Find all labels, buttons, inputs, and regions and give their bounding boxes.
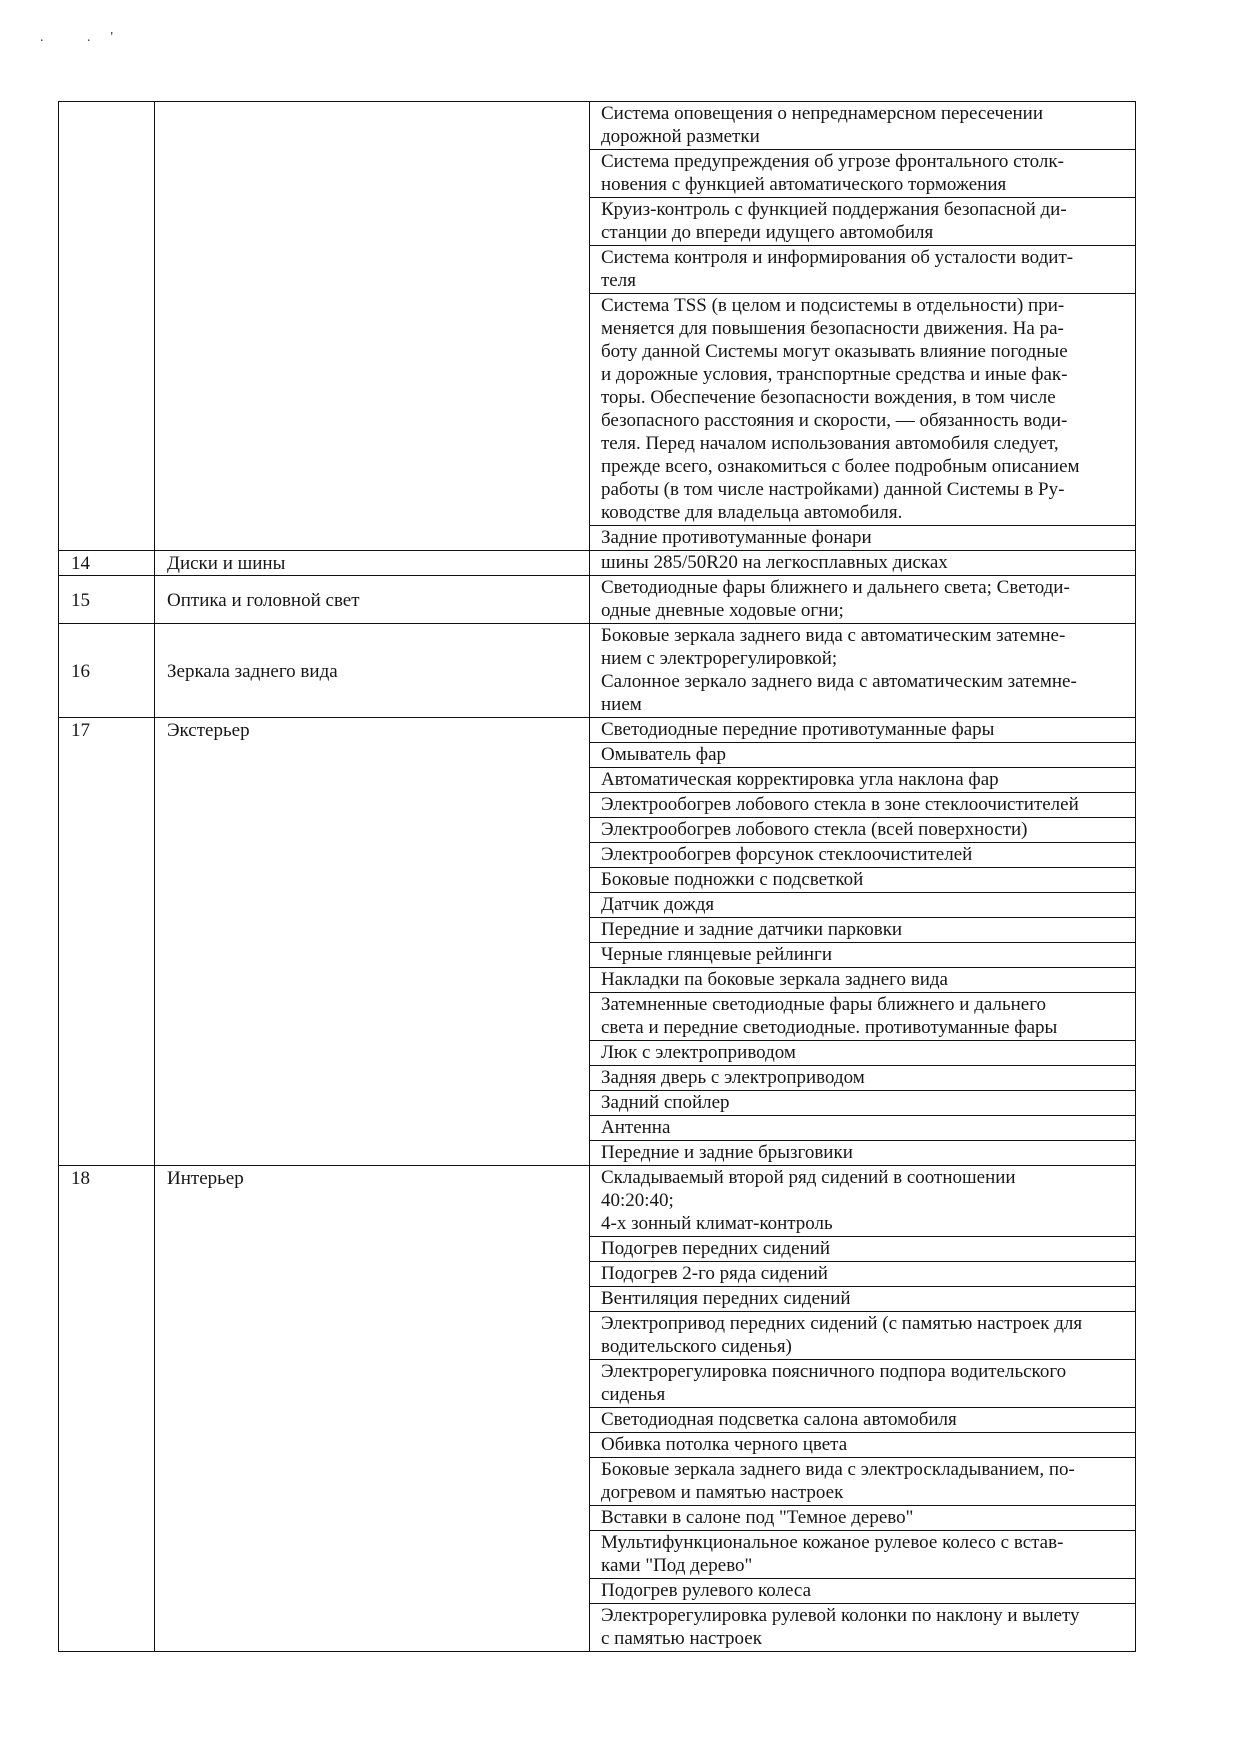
feature-item [590, 198, 1135, 246]
feature-text-line: Задние противотуманные фонари [601, 527, 872, 548]
category-cell: Экстерьер [155, 718, 590, 1166]
features-cell [590, 718, 1136, 1166]
row-number: 17 [59, 718, 155, 1166]
table-row [59, 102, 1136, 551]
feature-item [590, 294, 1135, 526]
feature-text-line: Боковые зеркала заднего вида с автоматическим затемне- [601, 625, 1066, 646]
feature-text-line: Омыватель фар [601, 744, 727, 765]
feature-text-line: Система оповещения о непреднамерсном пересечении [601, 103, 1044, 124]
feature-item [590, 102, 1135, 150]
feature-text-line: торы. Обеспечение безопасности вождения, в том числе [601, 387, 1056, 408]
feature-item [590, 818, 1135, 843]
feature-text-line: и дорожные условия, транспортные средства и иные фак- [601, 364, 1068, 385]
feature-text-line: новения с функцией автоматического торможения [601, 174, 1007, 195]
feature-text-line: шины 285/50R20 на легкосплавных дисках [601, 552, 948, 573]
feature-text-line: Электропривод передних сидений (с памятью настроек для [601, 1313, 1083, 1334]
feature-item [590, 993, 1135, 1041]
feature-text-line: нием с электрорегулировкой; [601, 648, 838, 669]
feature-item [590, 576, 1135, 623]
feature-item [590, 1604, 1135, 1651]
feature-text-line: догревом и памятью настроек [601, 1482, 844, 1503]
feature-text-line: боту данной Системы могут оказывать влияние погодные [601, 341, 1068, 362]
feature-item [590, 718, 1135, 743]
feature-item [590, 526, 1135, 550]
feature-text-line: Передние и задние датчики парковки [601, 919, 903, 940]
feature-text-line: света и передние светодиодные. противотуманные фары [601, 1017, 1058, 1038]
feature-item [590, 968, 1135, 993]
category-cell: Оптика и головной свет [155, 576, 590, 624]
feature-text-line: Светодиодная подсветка салона автомобиля [601, 1409, 957, 1430]
feature-item [590, 1262, 1135, 1287]
features-cell [590, 551, 1136, 576]
feature-text-line: станции до впереди идущего автомобиля [601, 222, 934, 243]
feature-text-line: Затемненные светодиодные фары ближнего и дальнего [601, 994, 1047, 1015]
feature-text-line: Подогрев 2-го ряда сидений [601, 1263, 828, 1284]
feature-text-line: Светодиодные фары ближнего и дальнего света; Светоди- [601, 577, 1070, 598]
feature-item [590, 1116, 1135, 1141]
feature-text-line: Электрорегулировка рулевой колонки по наклону и вылету [601, 1605, 1080, 1626]
feature-text-line: дорожной разметки [601, 126, 760, 147]
feature-item [590, 768, 1135, 793]
feature-text-line: Накладки па боковые зеркала заднего вида [601, 969, 948, 990]
feature-text-line: Антенна [601, 1117, 671, 1138]
feature-text-line: Салонное зеркало заднего вида с автоматическим затемне- [601, 671, 1077, 692]
feature-text-line: Передние и задние брызговики [601, 1142, 853, 1163]
feature-text-line: Люк с электроприводом [601, 1042, 796, 1063]
feature-text-line: Система контроля и информирования об усталости водит- [601, 247, 1074, 268]
feature-item [590, 868, 1135, 893]
feature-item [590, 246, 1135, 294]
feature-text-line: Обивка потолка черного цвета [601, 1434, 848, 1455]
feature-text-line: Светодиодные передние противотуманные фары [601, 719, 995, 740]
feature-text-line: Автоматическая корректировка угла наклона фар [601, 769, 999, 790]
table-row [59, 551, 1136, 576]
feature-text-line: Круиз-контроль с функцией поддержания безопасной ди- [601, 199, 1067, 220]
feature-text-line: работы (в том числе настройками) данной Системы в Ру- [601, 479, 1065, 500]
feature-text-line: с памятью настроек [601, 1628, 762, 1649]
scan-marks: . .' [40, 30, 134, 45]
feature-item [590, 918, 1135, 943]
feature-item [590, 1579, 1135, 1604]
feature-text-line: Складываемый второй ряд сидений в соотношении [601, 1167, 1016, 1188]
feature-text-line: Мультифункциональное кожаное рулевое колесо с встав- [601, 1532, 1064, 1553]
feature-text-line: одные дневные ходовые огни; [601, 600, 844, 621]
feature-text-line: Задняя дверь с электроприводом [601, 1067, 865, 1088]
row-number [59, 102, 155, 551]
feature-text-line: Система TSS (в целом и подсистемы в отдельности) при- [601, 295, 1065, 316]
category-cell: Интерьер [155, 1166, 590, 1652]
feature-item [590, 893, 1135, 918]
feature-text-line: теля. Перед началом использования автомобиля следует, [601, 433, 1059, 454]
row-number: 16 [59, 624, 155, 718]
feature-item [590, 1408, 1135, 1433]
feature-text-line: Электрообогрев лобового стекла (всей поверхности) [601, 819, 1028, 840]
feature-item [590, 1287, 1135, 1312]
features-cell [590, 624, 1136, 718]
feature-text-line: Вентиляция передних сидений [601, 1288, 851, 1309]
feature-item [590, 1312, 1135, 1360]
specification-table [58, 101, 1136, 1652]
category-cell: Зеркала заднего вида [155, 624, 590, 718]
feature-text-line: Электрорегулировка поясничного подпора водительского [601, 1361, 1067, 1382]
feature-text-line: Электрообогрев лобового стекла в зоне стеклоочистителей [601, 794, 1079, 815]
feature-item [590, 1458, 1135, 1506]
feature-text-line: Подогрев рулевого колеса [601, 1580, 812, 1601]
feature-text-line: Задний спойлер [601, 1092, 730, 1113]
feature-text-line: меняется для повышения безопасности движения. На ра- [601, 318, 1064, 339]
feature-item [590, 1091, 1135, 1116]
feature-text-line: сиденья [601, 1384, 666, 1405]
category-cell [155, 102, 590, 551]
feature-item [590, 1506, 1135, 1531]
feature-item [590, 943, 1135, 968]
feature-text-line: Подогрев передних сидений [601, 1238, 831, 1259]
row-number: 18 [59, 1166, 155, 1652]
feature-item [590, 1360, 1135, 1408]
feature-item [590, 743, 1135, 768]
feature-item [590, 1041, 1135, 1066]
table-row [59, 576, 1136, 624]
table-row [59, 1166, 1136, 1652]
row-number: 14 [59, 551, 155, 576]
feature-item [590, 551, 1135, 575]
feature-item [590, 1531, 1135, 1579]
feature-item [590, 793, 1135, 818]
feature-text-line: Черные глянцевые рейлинги [601, 944, 833, 965]
feature-item [590, 1433, 1135, 1458]
feature-text-line: ками "Под дерево" [601, 1555, 753, 1576]
feature-text-line: 40:20:40; [601, 1190, 674, 1211]
feature-text-line: Боковые подножки с подсветкой [601, 869, 864, 890]
feature-item [590, 1166, 1135, 1237]
feature-item [590, 1141, 1135, 1165]
feature-text-line: водительского сиденья) [601, 1336, 792, 1357]
feature-text-line: безопасного расстояния и скорости, — обязанность води- [601, 410, 1068, 431]
feature-text-line: Вставки в салоне под "Темное дерево" [601, 1507, 914, 1528]
features-cell [590, 102, 1136, 551]
feature-text-line: 4-х зонный климат-контроль [601, 1213, 833, 1234]
feature-text-line: Система предупреждения об угрозе фронтального столк- [601, 151, 1064, 172]
feature-item [590, 1066, 1135, 1091]
feature-text-line: Датчик дождя [601, 894, 715, 915]
feature-text-line: теля [601, 270, 636, 291]
feature-text-line: прежде всего, ознакомиться с более подробным описанием [601, 456, 1080, 477]
feature-text-line: нием [601, 694, 642, 715]
features-cell [590, 576, 1136, 624]
feature-item [590, 1237, 1135, 1262]
category-cell: Диски и шины [155, 551, 590, 576]
feature-item [590, 843, 1135, 868]
feature-text-line: Электрообогрев форсунок стеклоочистителей [601, 844, 973, 865]
row-number: 15 [59, 576, 155, 624]
feature-text-line: Боковые зеркала заднего вида с электроскладыванием, по- [601, 1459, 1075, 1480]
feature-item [590, 624, 1135, 717]
table-row [59, 718, 1136, 1166]
features-cell [590, 1166, 1136, 1652]
table-row [59, 624, 1136, 718]
feature-text-line: ководстве для владельца автомобиля. [601, 502, 903, 523]
feature-item [590, 150, 1135, 198]
